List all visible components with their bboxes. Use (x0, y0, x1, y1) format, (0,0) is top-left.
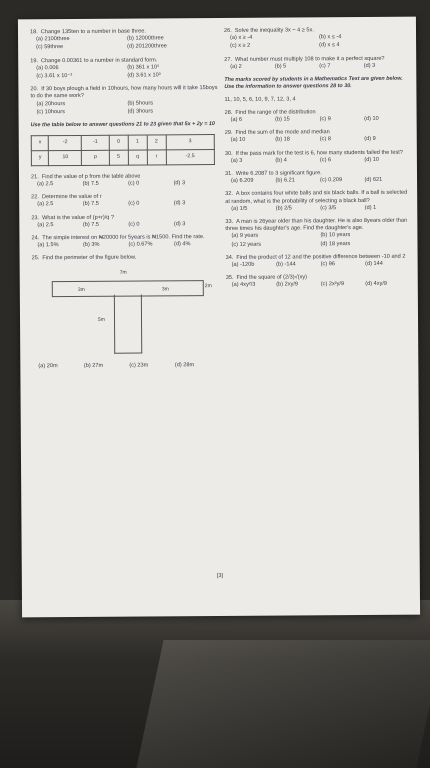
question-number: 31. (224, 170, 233, 177)
option-b: (b) 3% (82, 242, 100, 249)
option-a: (a) 6.209 (231, 177, 254, 185)
question-number: 27. (224, 56, 233, 63)
question-23 (31, 214, 219, 230)
option-d: (d) 144 (365, 260, 383, 268)
figure-label-right-arm: 3m (161, 286, 169, 293)
option-c: (c) 12 years (231, 241, 262, 248)
option-c: (c) 23m (129, 362, 149, 369)
option-a: (a) 2.5 (37, 201, 54, 208)
option-b: (b) 15 (275, 116, 290, 123)
question-text: Find the product of 12 and the positive difference between -10 and 2 (236, 253, 406, 261)
option-b: (b) -144 (276, 261, 296, 268)
option-b: (b) 2/5 (275, 205, 292, 212)
options (31, 180, 219, 189)
option-b: (b) x ≤ -4 (319, 34, 342, 41)
question-text: Write 6.2087 to 3 significant figure. (235, 170, 322, 177)
question-number: 28. (224, 109, 233, 116)
option-b: (b) 12000three (127, 35, 164, 42)
question-number: 25. (31, 255, 40, 262)
table-row-y (31, 149, 214, 165)
question-21 (31, 173, 219, 189)
option-c: (c) 7 (319, 63, 331, 70)
option-a: (a) 2.5 (37, 181, 54, 188)
option-c: (c) 0 (128, 180, 140, 187)
table-cell: 5 (109, 150, 128, 165)
option-d: (d) 18 years (320, 240, 351, 247)
question-number: 34. (225, 254, 234, 261)
option-a: (a) x ≥ -4 (230, 34, 253, 42)
options (225, 136, 409, 144)
options (32, 362, 220, 371)
option-c: (c) x ≥ 2 (230, 43, 251, 50)
left-column (30, 28, 220, 376)
options (31, 221, 219, 230)
question-34 (226, 254, 410, 270)
option-d: (d) 10 (364, 115, 379, 122)
option-b: (b) 7.5 (82, 180, 99, 187)
option-d: (d) 3hours (127, 108, 154, 115)
question-text: Find the sum of the mode and median (235, 129, 330, 137)
question-19 (30, 57, 218, 81)
option-d: (d) 621 (364, 177, 383, 184)
question-24 (31, 234, 219, 250)
table-cell: 1 (128, 135, 147, 150)
option-a: (a) 1.5% (37, 242, 59, 249)
table-cell: 10 (49, 150, 82, 165)
option-c: (c) 0.209 (320, 177, 343, 184)
option-c: (c) 8 (319, 136, 331, 143)
question-text: Find the square of (2/3)√(xy) (236, 274, 308, 282)
options (225, 177, 409, 185)
question-number: 33. (225, 218, 234, 226)
question-20 (30, 85, 218, 116)
option-c: (c) 96 (320, 261, 335, 268)
options (224, 62, 408, 70)
option-d: (d) 28m (174, 361, 195, 368)
question-30 (225, 149, 409, 165)
figure-label-stem: 5m (97, 316, 105, 323)
option-a: (a) 2.5 (37, 221, 54, 229)
option-a: (a) 10 (230, 137, 246, 144)
question-number: 29. (224, 130, 233, 137)
options (226, 281, 410, 289)
option-d: (d) 3 (173, 200, 186, 207)
option-a: (a) 3 (230, 157, 243, 164)
right-column (224, 27, 410, 296)
option-b: (b) 5 (274, 63, 287, 70)
option-d: (d) 1 (364, 204, 377, 211)
figure-label-left-arm: 3m (77, 286, 85, 293)
option-c: (c) 0 (128, 200, 140, 208)
options (30, 35, 218, 52)
page-number: [3] (216, 572, 224, 580)
floor-highlight (136, 640, 430, 768)
option-d: (d) x ≤ 4 (319, 42, 340, 49)
options (31, 200, 219, 209)
option-a: (a) 0.006 (36, 64, 59, 72)
option-c: (c) 2x²y/9 (320, 281, 345, 288)
question-number: 30. (224, 150, 233, 157)
option-b: (b) 361 x 10⁵ (127, 64, 160, 71)
table-cell: q (128, 150, 147, 165)
question-number: 21. (30, 174, 39, 181)
question-number: 19. (30, 57, 39, 64)
option-a: (a) 1/5 (231, 205, 248, 212)
option-a: (a) 4xy²/3 (231, 282, 256, 289)
options (224, 34, 408, 51)
option-c: (c) 10hours (36, 108, 65, 116)
option-d: (d) 10 (364, 156, 380, 163)
exam-sheet (18, 17, 420, 618)
question-number: 20. (30, 86, 39, 93)
option-b: (b) 18 (275, 136, 290, 144)
option-a: (a) 6 (230, 116, 243, 123)
option-d: (d) 3.61 x 10³ (127, 72, 161, 79)
option-c: (c) 3.61 x 10⁻³ (36, 73, 73, 80)
option-a: (a) 2100three (36, 36, 70, 43)
table-cell: x (31, 136, 49, 151)
question-35 (226, 274, 410, 290)
option-c: (c) 0.67% (128, 241, 153, 248)
options (225, 116, 409, 124)
option-d: (d) 4xy/9 (365, 281, 388, 288)
option-b: (b) 2xy/9 (276, 281, 299, 289)
table-cell: 2 (147, 135, 166, 150)
question-28 (225, 108, 409, 124)
option-d: (d) 4% (173, 241, 191, 248)
question-text: A man is 26year older than his daughter. He is also 8years older than three times his daughter's age. Find the daughter's age. (225, 217, 408, 233)
option-a: (a) -120b (231, 261, 255, 268)
question-text: Determine the value of r (41, 194, 102, 201)
table-cell: y (31, 151, 49, 166)
question-number: 32. (225, 191, 233, 198)
question-text: Change 0.00361 to a number in standard form. (40, 57, 158, 64)
options (31, 241, 219, 250)
question-26 (224, 27, 408, 51)
option-c: (c) 9 (319, 116, 331, 123)
table-cell: p (82, 150, 109, 165)
question-number: 22. (31, 194, 39, 201)
question-33 (225, 218, 409, 249)
marks-instruction: The marks scored by students in a Mathematics Test are given below. Use the information to answer questions 28 to 30. (224, 75, 403, 90)
option-a: (a) 9 years (231, 233, 259, 240)
option-b: (b) 4 (275, 157, 287, 164)
question-text: Solve the inequality 3x − 4 ≥ 5x. (234, 27, 314, 34)
question-number: 23. (31, 214, 40, 221)
option-c: (c) 3/5 (320, 205, 337, 212)
question-text: If the pass mark for the test is 6, how many students failed the test? (235, 149, 403, 157)
question-22 (31, 193, 219, 209)
option-c: (c) 59three (36, 44, 64, 51)
options (225, 156, 409, 164)
option-b: (b) 7.5 (82, 201, 99, 208)
options (225, 205, 409, 213)
question-text: What number must multiply 108 to make it a perfect square? (234, 55, 385, 63)
option-c: (c) 0 (128, 221, 140, 228)
table-cell: -2.5 (166, 149, 215, 164)
question-text: The simple interest on ₦20000 for 5years is ₦1500. Find the rate. (42, 234, 205, 242)
table-cell: r (147, 150, 166, 165)
option-b: (b) 6.21 (275, 177, 295, 184)
option-d: (d) 3 (173, 221, 186, 228)
option-b: (b) 7.5 (82, 221, 100, 228)
t-shape-figure (38, 266, 214, 357)
question-text: Find the range of the distribution (235, 109, 316, 116)
option-d: (d) 9 (364, 136, 376, 143)
options (225, 232, 409, 249)
table-cell: -1 (82, 135, 109, 150)
marks-list: 11, 10, 5, 6, 10, 9, 7, 12, 3, 4 (224, 96, 296, 103)
question-text: What is the value of (p+r)/q ? (42, 214, 115, 221)
question-32 (225, 190, 409, 213)
question-number: 26. (223, 27, 232, 34)
option-b: (b) 10 years (320, 232, 351, 239)
xy-table (31, 134, 215, 166)
question-25 (32, 254, 221, 370)
table-cell: -2 (49, 135, 82, 150)
figure-label-side: 2m (204, 282, 212, 289)
figure-stem (114, 294, 142, 353)
question-text: Change 135ten to a number in base three. (40, 28, 146, 36)
table-row-x (31, 134, 214, 150)
options (30, 64, 218, 81)
table-instruction: Use the table below to answer questions 21 to 23 given that 5x + 2y = 10 (30, 121, 215, 129)
table-cell: 3 (166, 134, 215, 149)
option-c: (c) 6 (319, 157, 332, 164)
option-a: (a) 20m (38, 362, 58, 369)
question-text: Find the value of p from the table above (41, 173, 141, 181)
table-cell: 0 (109, 135, 128, 150)
option-b: (b) 27m (83, 362, 104, 369)
question-18 (30, 28, 218, 52)
figure-label-top: 7m (119, 269, 127, 276)
question-number: 35. (225, 275, 234, 282)
options (30, 100, 218, 117)
option-d: (d) 3 (173, 180, 186, 187)
question-29 (225, 129, 409, 145)
option-a: (a) 2 (230, 63, 242, 70)
question-27 (224, 55, 408, 71)
option-b: (b) 5hours (127, 100, 154, 107)
option-d: (d) 201200three (127, 43, 167, 51)
question-number: 18. (29, 29, 38, 36)
question-text: A box contains four white balls and six black balls. If a ball is selected at random, what is the probability of selecting a black ball? (225, 190, 408, 205)
question-number: 24. (31, 235, 40, 242)
option-d: (d) 3 (363, 62, 376, 69)
question-text: If 30 boys plough a field in 10hours, how many hours will it take 15boys to do the same work? (30, 85, 218, 100)
option-a: (a) 20hours (36, 100, 66, 107)
question-31 (225, 170, 409, 186)
options (226, 261, 410, 269)
question-text: Find the perimeter of the figure below. (42, 255, 137, 262)
